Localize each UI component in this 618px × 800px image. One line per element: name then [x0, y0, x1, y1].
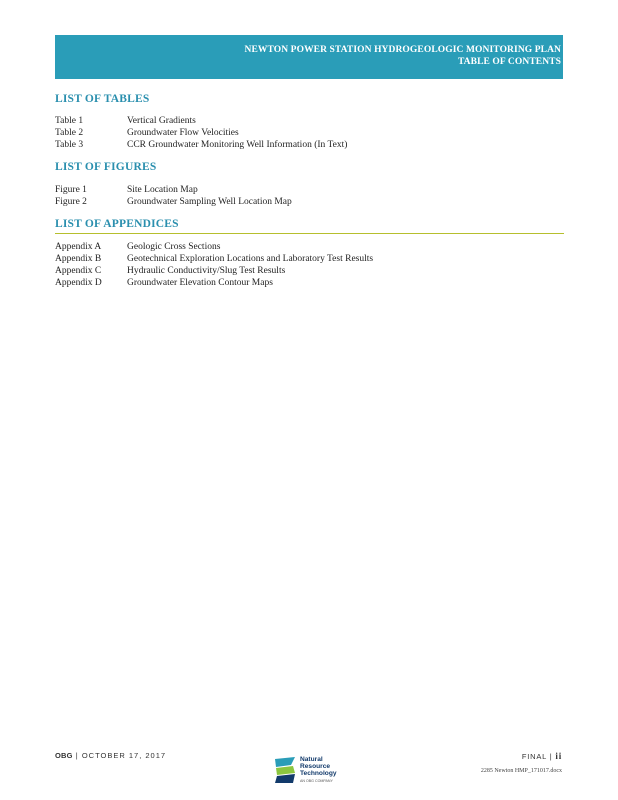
item-text: Hydraulic Conductivity/Slug Test Results: [127, 266, 286, 276]
logo-text-3: Technology: [300, 770, 337, 777]
item-label: Appendix D: [55, 278, 102, 288]
item-text: Geologic Cross Sections: [127, 242, 221, 252]
section-divider: [55, 233, 564, 234]
logo-subtext: AN OBG COMPANY: [300, 779, 333, 783]
footer-org: OBG: [55, 751, 73, 760]
item-text: Site Location Map: [127, 185, 198, 195]
footer-status: FINAL |: [521, 752, 556, 761]
item-text: CCR Groundwater Monitoring Well Information (In Text): [127, 140, 348, 150]
logo-text-1: Natural: [300, 756, 323, 763]
item-label: Appendix A: [55, 242, 102, 252]
item-text: Geotechnical Exploration Locations and Laboratory Test Results: [127, 254, 374, 264]
footer-separator: |: [72, 751, 82, 760]
document-title: NEWTON POWER STATION HYDROGEOLOGIC MONITORING PLAN: [244, 45, 561, 55]
header-bar: [55, 35, 563, 79]
item-label: Figure 1: [55, 185, 87, 195]
footer-date-text: OCTOBER 17, 2017: [81, 751, 167, 760]
item-label: Appendix C: [55, 266, 102, 276]
section-title: TABLE OF CONTENTS: [457, 57, 561, 67]
footer-filename: 2285 Newton HMP_171017.docx: [480, 768, 562, 774]
footer-date: [55, 751, 166, 760]
item-label: Appendix B: [55, 254, 102, 264]
item-label: Table 1: [55, 116, 84, 126]
item-label: Table 2: [55, 128, 84, 138]
footer-page: [522, 751, 562, 761]
page-number: ii: [555, 751, 562, 761]
list-of-figures-heading: LIST OF FIGURES: [55, 161, 157, 173]
item-text: Groundwater Elevation Contour Maps: [127, 278, 273, 288]
list-of-tables-heading: LIST OF TABLES: [55, 93, 150, 105]
list-of-appendices-heading: LIST OF APPENDICES: [55, 218, 179, 230]
item-label: Table 3: [55, 140, 84, 150]
item-text: Groundwater Flow Velocities: [127, 128, 239, 138]
item-text: Vertical Gradients: [127, 116, 196, 126]
logo-text-2: Resource: [300, 763, 331, 770]
item-text: Groundwater Sampling Well Location Map: [127, 197, 292, 207]
logo-mark-icon: [273, 755, 299, 785]
company-logo: [273, 755, 353, 785]
item-label: Figure 2: [55, 197, 87, 207]
